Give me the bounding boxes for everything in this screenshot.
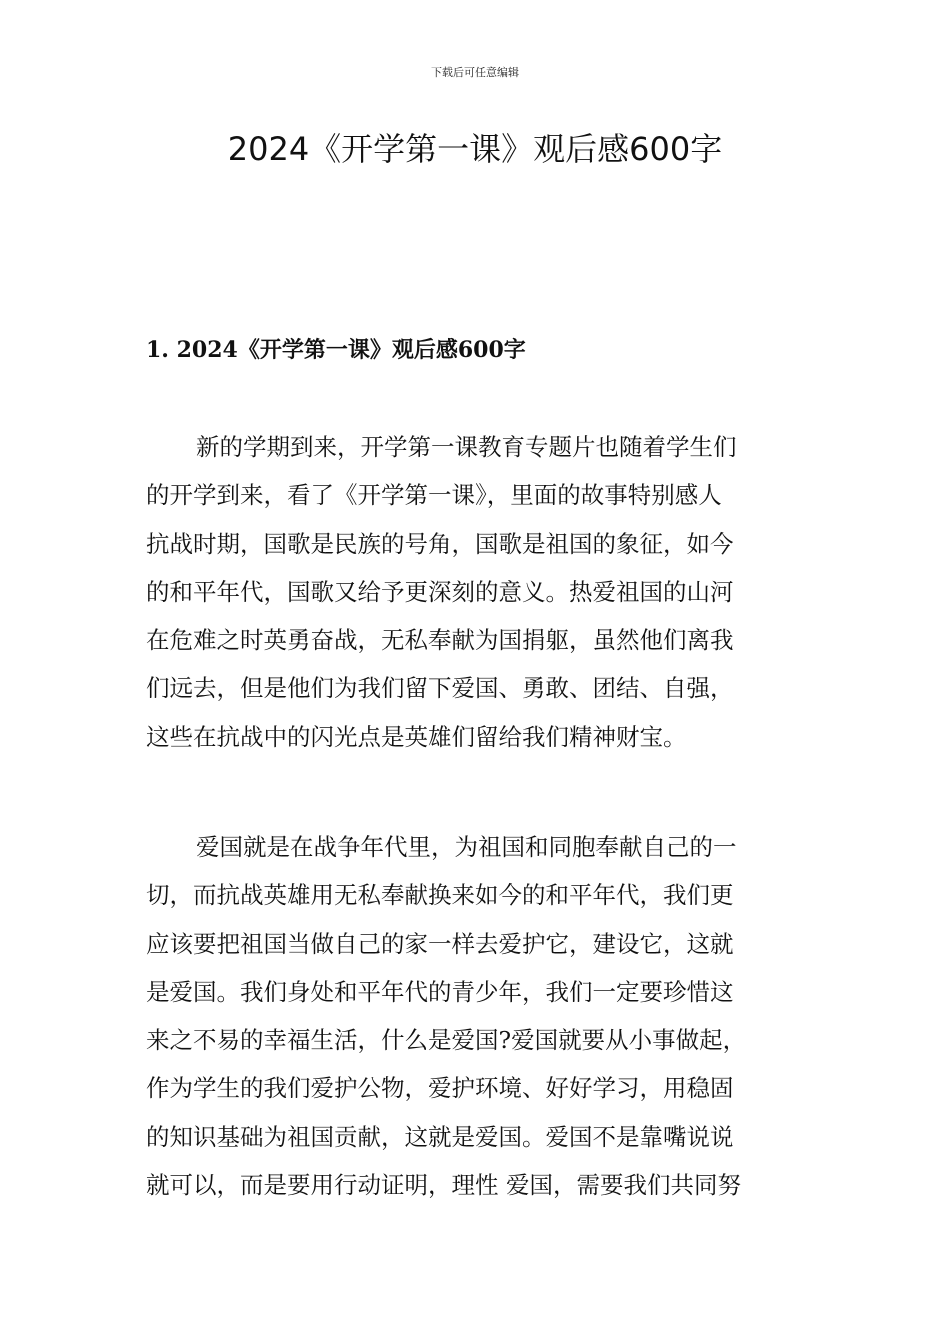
- section-heading: 1. 2024《开学第一课》观后感600字: [146, 337, 526, 363]
- paragraph-line: 的知识基础为祖国贡献，这就是爱国。爱国不是靠嘴说说: [146, 1122, 734, 1151]
- paragraph-line: 作为学生的我们爱护公物，爱护环境、好好学习，用稳固: [146, 1074, 734, 1103]
- paragraph-line: 新的学期到来，开学第一课教育专题片也随着学生们: [196, 433, 737, 461]
- document-title: 2024《开学第一课》观后感600字: [227, 130, 723, 168]
- paragraph-line: 这些在抗战中的闪光点是英雄们留给我们精神财宝。: [146, 722, 687, 751]
- paragraph-line: 在危难之时英勇奋战，无私奉献为国捐躯，虽然他们离我: [146, 626, 734, 655]
- paragraph-line: 就可以，而是要用行动证明，理性 爱国，需要我们共同努: [146, 1171, 741, 1200]
- paragraph-1: [146, 423, 806, 761]
- paragraph-2: [146, 823, 806, 1209]
- paragraph-line: 切，而抗战英雄用无私奉献换来如今的和平年代，我们更: [146, 881, 734, 910]
- paragraph-line: 来之不易的幸福生活，什么是爱国?爱国就要从小事做起，: [146, 1026, 747, 1055]
- paragraph-line: 的和平年代，国歌又给予更深刻的意义。热爱祖国的山河: [146, 577, 734, 606]
- paragraph-line: 抗战时期，国歌是民族的号角，国歌是祖国的象征，如今: [146, 529, 734, 558]
- paragraph-line: 应该要把祖国当做自己的家一样去爱护它，建设它，这就: [146, 929, 734, 958]
- header-note: 下载后可任意编辑: [431, 66, 519, 79]
- paragraph-line: 的开学到来，看了《开学第一课》，里面的故事特别感人: [146, 481, 722, 510]
- paragraph-line: 爱国就是在战争年代里，为祖国和同胞奉献自己的一: [196, 833, 737, 861]
- paragraph-line: 是爱国。我们身处和平年代的青少年，我们一定要珍惜这: [146, 977, 734, 1006]
- paragraph-line: 们远去，但是他们为我们留下爱国、勇敢、团结、自强，: [146, 674, 734, 703]
